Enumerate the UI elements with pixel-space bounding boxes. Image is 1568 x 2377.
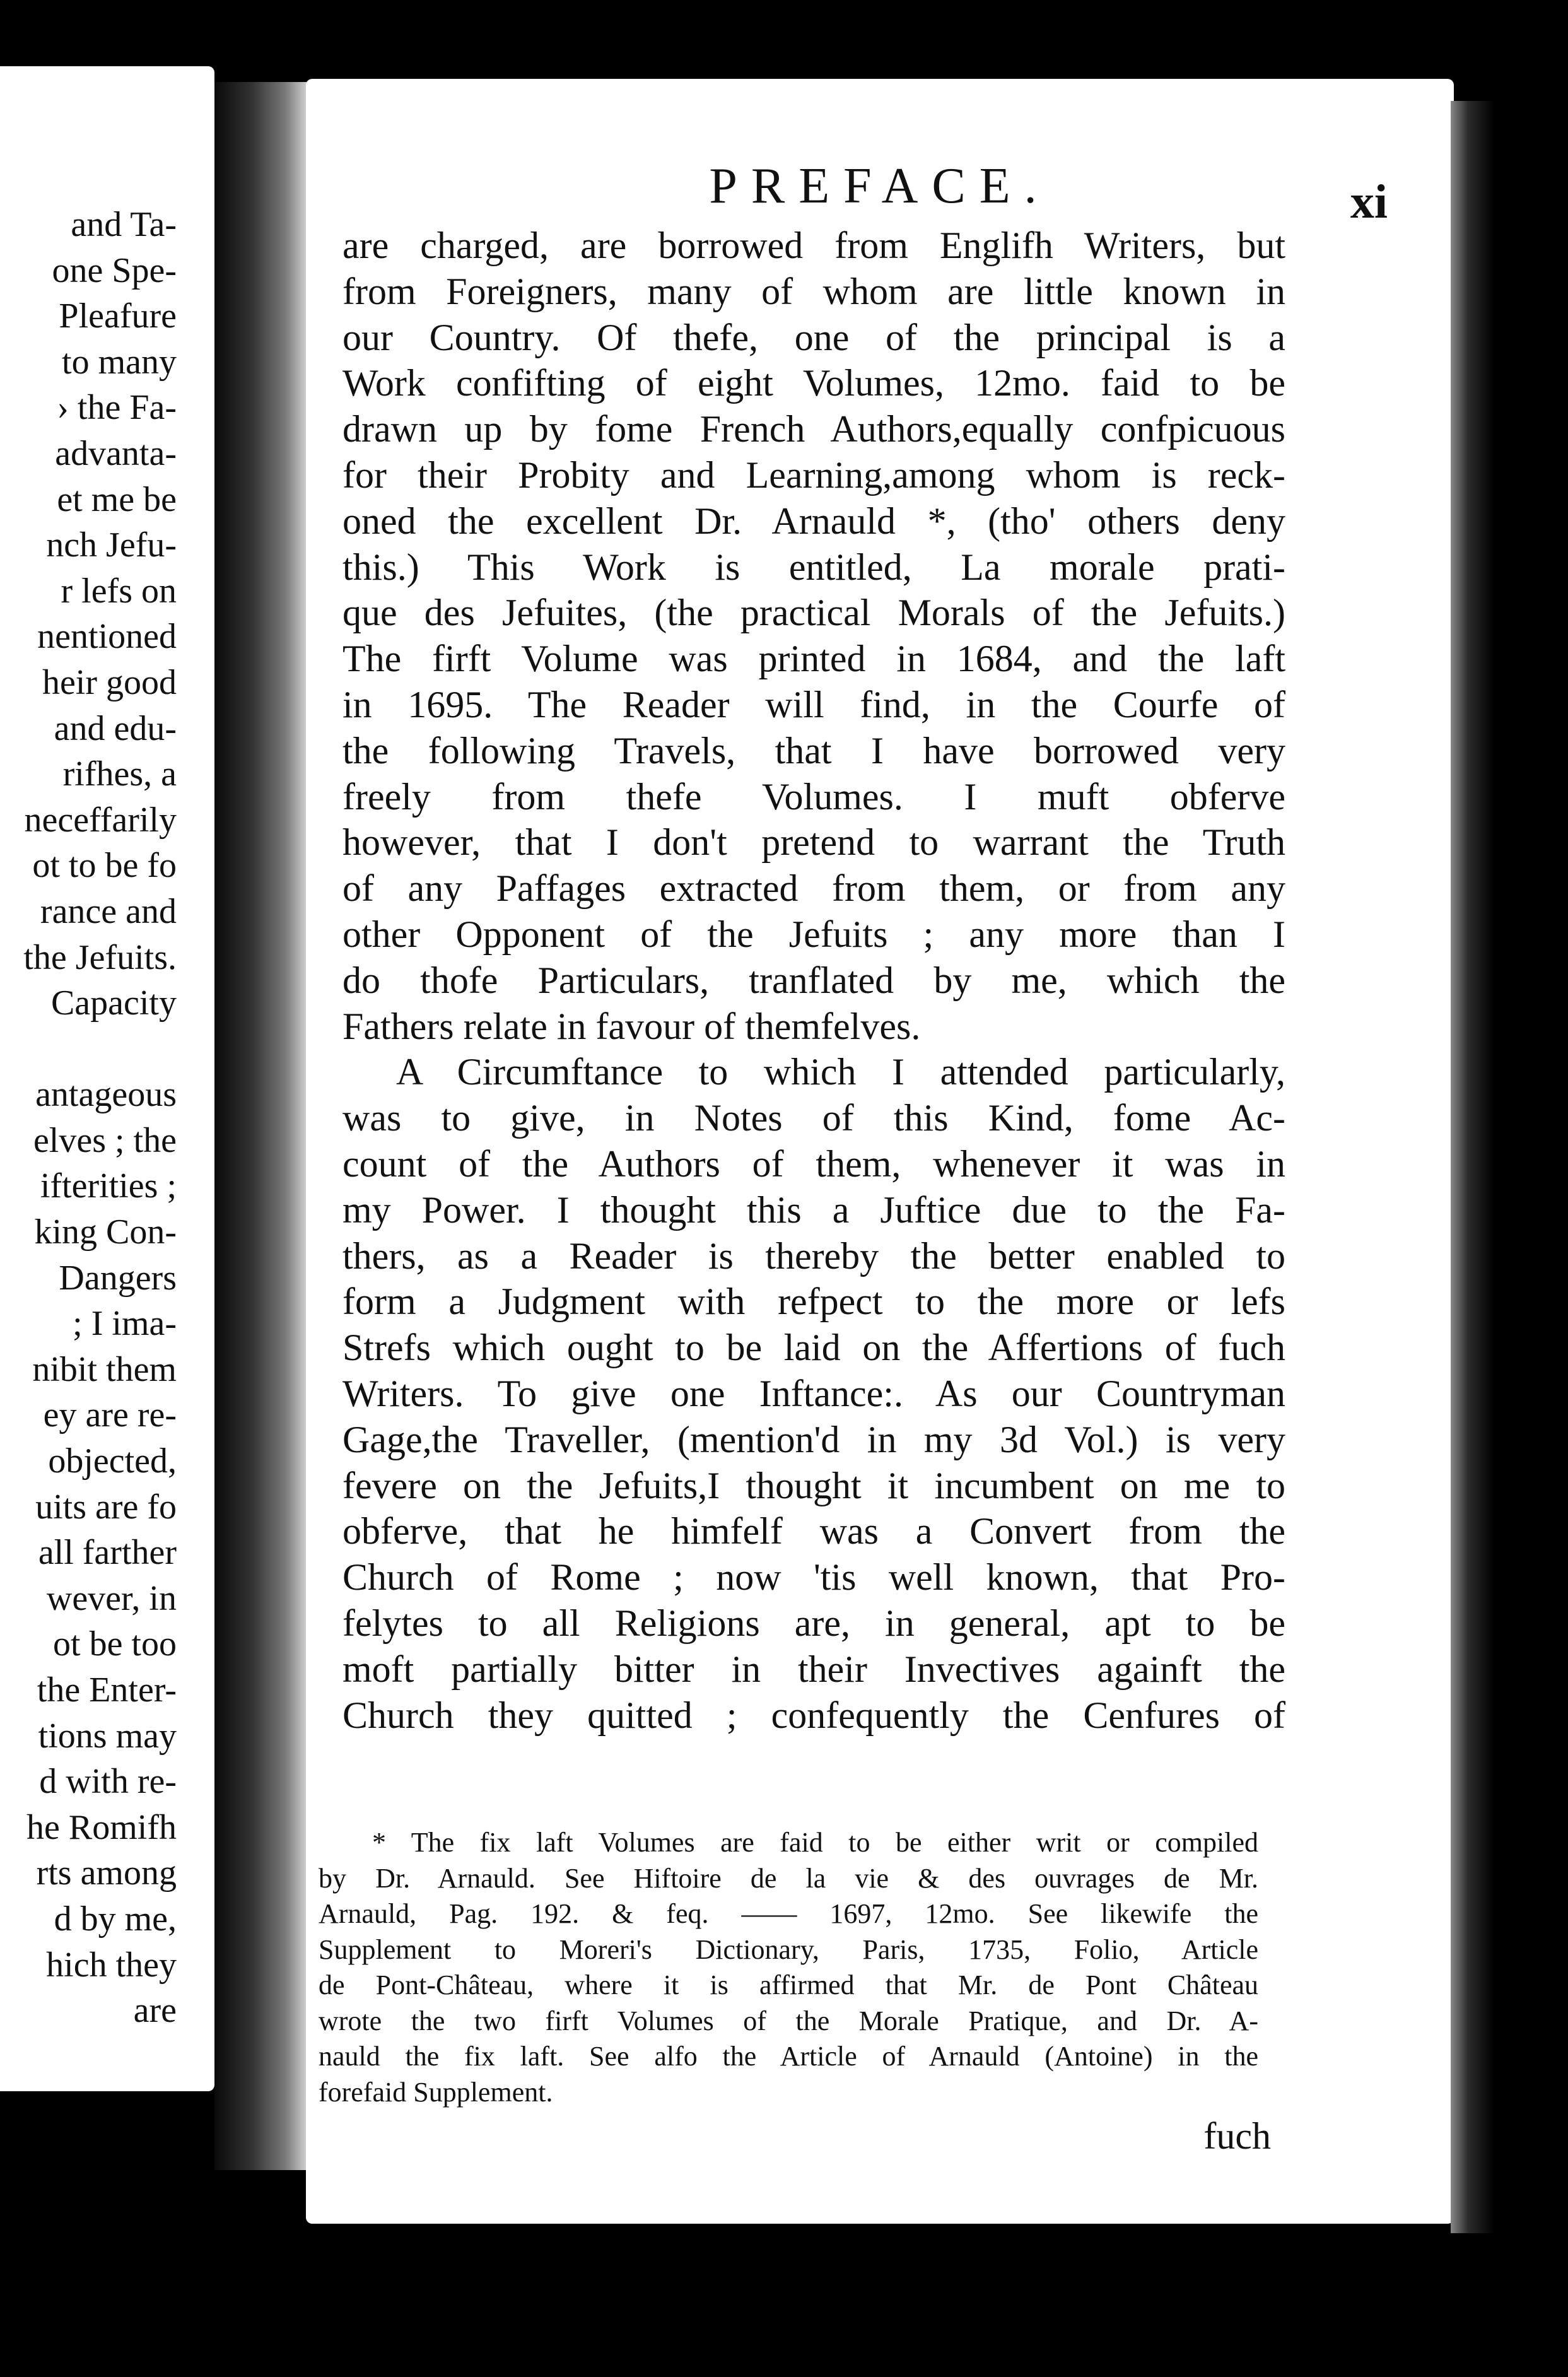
text-line: Writers. To give one Inftance:. As our Countryman xyxy=(342,1372,1285,1414)
left-line: ; I ima- xyxy=(73,1304,177,1344)
catchword: fuch xyxy=(1203,2115,1271,2157)
left-line: are xyxy=(133,1991,177,2031)
text-line: drawn up by fome French Authors,equally confpicuous xyxy=(342,408,1285,450)
text-line: my Power. I thought this a Juftice due to the Fa- xyxy=(342,1188,1285,1231)
left-line: ot to be fo xyxy=(32,846,177,886)
text-line: obferve, that he himfelf was a Convert from the xyxy=(342,1510,1285,1552)
left-line: king Con- xyxy=(34,1212,177,1252)
footnote-line: forefaid Supplement. xyxy=(319,2076,553,2108)
text-line: moft partially bitter in their Invectives againft the xyxy=(342,1648,1285,1690)
left-line: Capacity xyxy=(50,983,177,1023)
left-line: he Romifh xyxy=(26,1807,177,1847)
left-line: r lefs on xyxy=(61,571,177,611)
left-line: uits are fo xyxy=(35,1487,177,1527)
left-line xyxy=(0,1026,177,1072)
text-line: the following Travels, that I have borrowed very xyxy=(342,729,1285,772)
text-line: are charged, are borrowed from Englifh Writers, but xyxy=(342,225,1285,266)
left-line: ifterities ; xyxy=(40,1166,177,1206)
left-line: rts among xyxy=(36,1853,177,1893)
left-line: tions may xyxy=(38,1716,177,1756)
left-line: and edu- xyxy=(54,708,177,748)
left-line: nibit them xyxy=(32,1349,177,1389)
page-edge-shadow xyxy=(1451,101,1495,2233)
left-line: ot be too xyxy=(53,1624,177,1664)
left-line: antageous xyxy=(35,1075,177,1115)
left-line: nentioned xyxy=(37,617,177,657)
text-line: thers, as a Reader is thereby the better enabled to xyxy=(342,1235,1285,1277)
left-line: wever, in xyxy=(46,1578,177,1618)
body-text xyxy=(342,223,1285,1738)
text-line: Gage,the Traveller, (mention'd in my 3d Vol.) is very xyxy=(342,1418,1285,1460)
left-line: et me be xyxy=(57,479,177,519)
left-line: heir good xyxy=(42,662,177,702)
left-line: the Jefuits. xyxy=(23,937,177,977)
text-line: felytes to all Religions are, in general, apt to be xyxy=(342,1602,1285,1644)
left-page-text xyxy=(0,202,177,2034)
left-line: advanta- xyxy=(55,433,177,473)
left-line: nch Jefu- xyxy=(46,525,177,565)
left-line: to many xyxy=(62,342,177,382)
text-line: in 1695. The Reader will find, in the Courfe of xyxy=(342,683,1285,725)
footnote-line: nauld the fix laft. See alfo the Article of Arnauld (Antoine) in the xyxy=(319,2041,1258,2072)
text-line: Fathers relate in favour of themfelves. xyxy=(342,1005,921,1047)
running-head: PREFACE. xyxy=(709,158,1051,214)
text-line: however, that I don't pretend to warrant the Truth xyxy=(342,821,1285,864)
footnote-line: Arnauld, Pag. 192. & feq. —— 1697, 12mo. See likewife the xyxy=(319,1898,1258,1929)
book-gutter-shadow xyxy=(214,82,309,2170)
right-page xyxy=(306,79,1454,2224)
left-line: Pleafure xyxy=(59,296,177,336)
text-line: freely from thefe Volumes. I muft obferve xyxy=(342,775,1285,818)
left-line: d by me, xyxy=(54,1899,177,1939)
text-line: fevere on the Jefuits,I thought it incumbent on me to xyxy=(342,1464,1285,1506)
text-line: form a Judgment with refpect to the more or lefs xyxy=(342,1281,1285,1323)
text-line: from Foreigners, many of whom are little known in xyxy=(342,270,1285,312)
left-line: Dangers xyxy=(59,1258,177,1298)
footnote-line: by Dr. Arnauld. See Hiftoire de la vie & des ouvrages de Mr. xyxy=(319,1862,1258,1894)
text-line: count of the Authors of them, whenever it was in xyxy=(342,1142,1285,1185)
left-line: the Enter- xyxy=(37,1670,177,1710)
footnote-line: wrote the two firft Volumes of the Morale Pratique, and Dr. A- xyxy=(319,2005,1258,2036)
footnote-line: Supplement to Moreri's Dictionary, Paris, 1735, Folio, Article xyxy=(319,1934,1258,1965)
text-line: Strefs which ought to be laid on the Affertions of fuch xyxy=(342,1327,1285,1369)
left-line: objected, xyxy=(48,1441,177,1481)
left-facing-page xyxy=(0,66,214,2091)
left-line: one Spe- xyxy=(52,250,177,290)
text-line: oned the excellent Dr. Arnauld *, (tho' others deny xyxy=(342,500,1285,542)
left-line: neceffarily xyxy=(24,800,177,840)
footnote-line: de Pont-Château, where it is affirmed that Mr. de Pont Château xyxy=(319,1969,1258,2000)
text-line: other Opponent of the Jefuits ; any more than I xyxy=(342,913,1285,955)
paragraph-start: A Circumftance to which I attended particularly, xyxy=(396,1051,1285,1093)
left-line: d with re- xyxy=(39,1762,177,1802)
text-line: Work confifting of eight Volumes, 12mo. faid to be xyxy=(342,362,1285,404)
text-line: was to give, in Notes of this Kind, fome Ac- xyxy=(342,1097,1285,1139)
text-line: The firft Volume was printed in 1684, and the laft xyxy=(342,638,1285,680)
left-line: rifhes, a xyxy=(62,754,177,794)
text-line: que des Jefuites, (the practical Morals of the Jefuits.) xyxy=(342,592,1285,634)
page-number: xi xyxy=(1350,175,1388,228)
left-line: all farther xyxy=(38,1533,177,1573)
left-line: elves ; the xyxy=(33,1120,177,1160)
text-line: do thofe Particulars, tranflated by me, which the xyxy=(342,959,1285,1001)
left-line: ey are re- xyxy=(43,1395,177,1435)
footnote xyxy=(319,1825,1258,2110)
left-line: rance and xyxy=(40,891,177,931)
left-line: hich they xyxy=(46,1945,177,1985)
text-line: for their Probity and Learning,among whom is reck- xyxy=(342,454,1285,496)
text-line: this.) This Work is entitled, La morale prati- xyxy=(342,546,1285,588)
footnote-line: * The fix laft Volumes are faid to be either writ or compiled xyxy=(372,1827,1258,1858)
text-line: of any Paffages extracted from them, or from any xyxy=(342,867,1285,910)
left-line: and Ta- xyxy=(71,205,177,244)
text-line: Church they quitted ; confequently the Cenfures of xyxy=(342,1694,1285,1736)
left-line: › the Fa- xyxy=(57,388,177,428)
text-line: our Country. Of thefe, one of the principal is a xyxy=(342,316,1285,358)
text-line: Church of Rome ; now 'tis well known, that Pro- xyxy=(342,1556,1285,1599)
